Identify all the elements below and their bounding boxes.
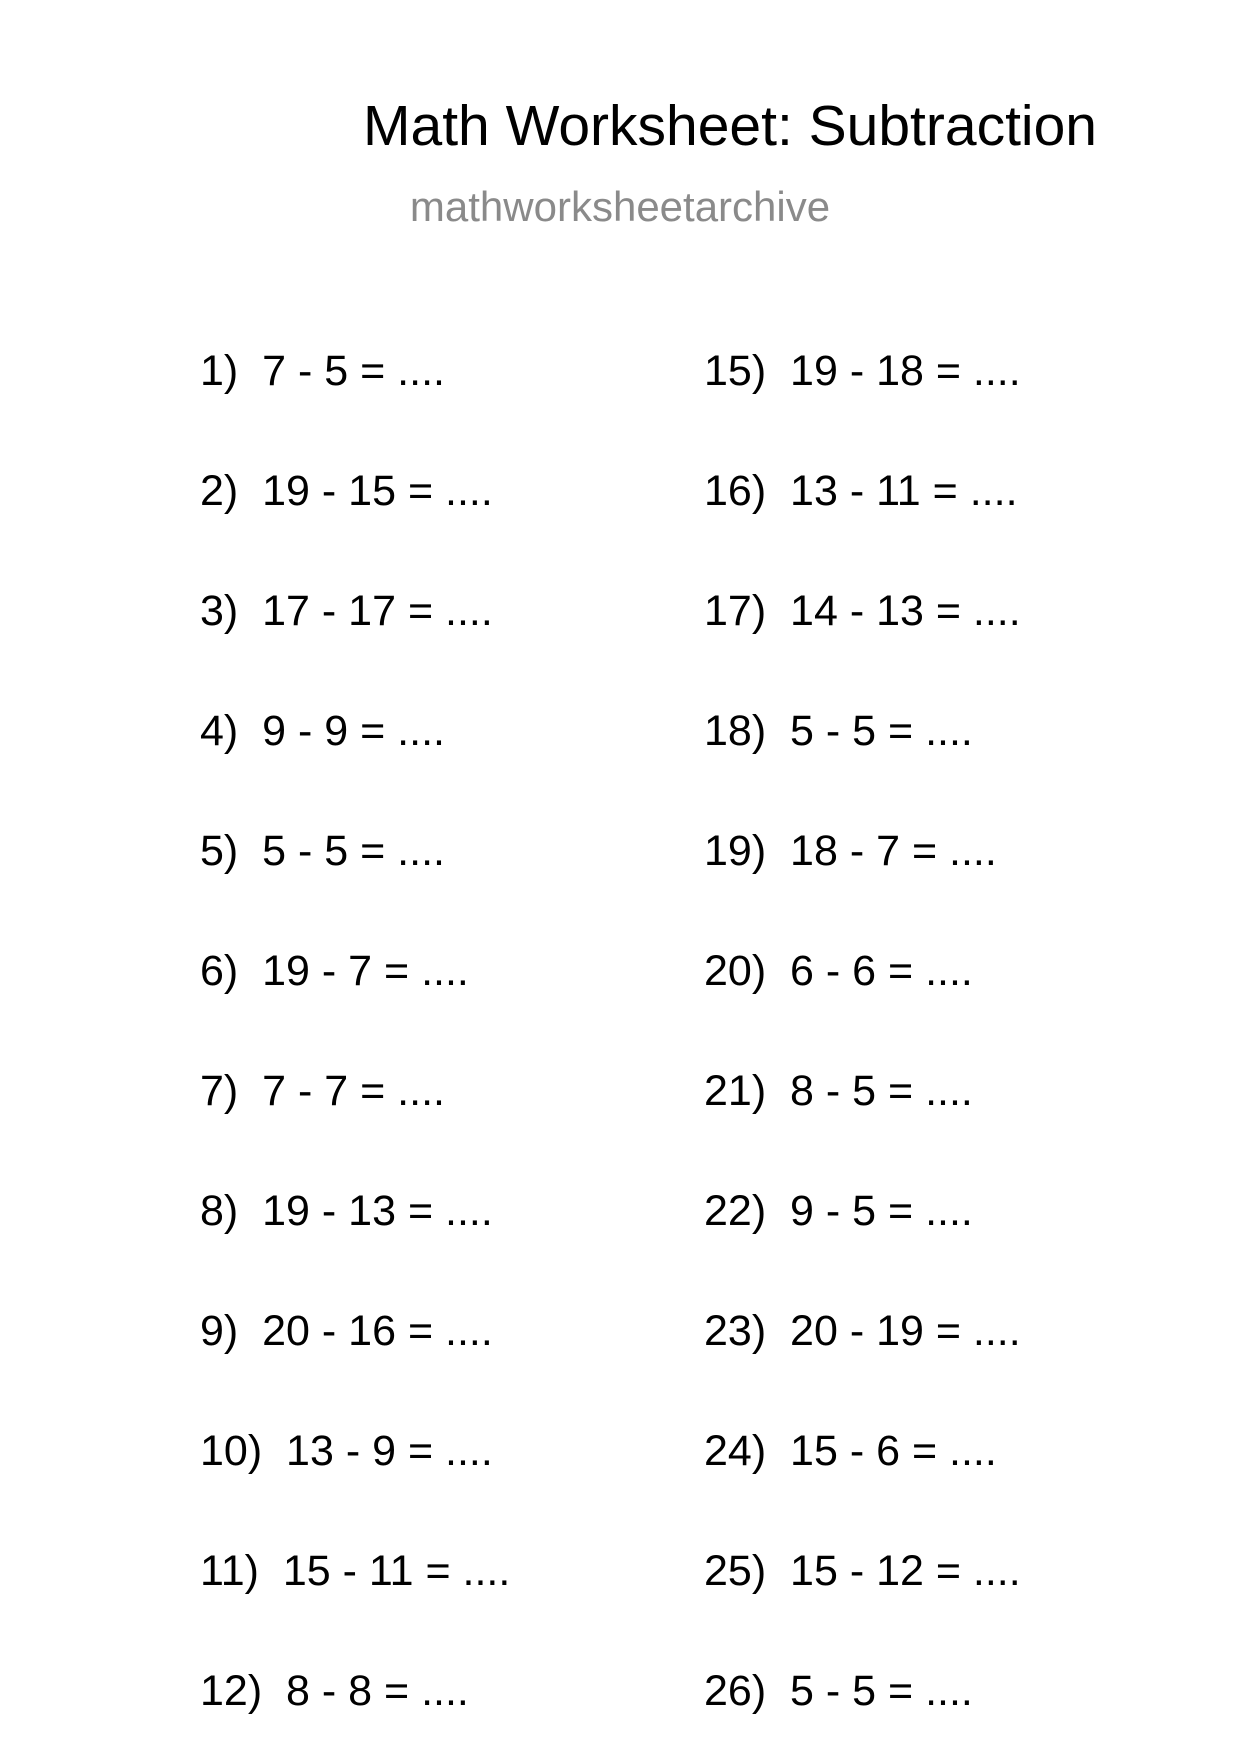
problem-item: 5) 5 - 5 = ....: [200, 827, 445, 875]
problem-item: 9) 20 - 16 = ....: [200, 1307, 493, 1355]
problem-item: 20) 6 - 6 = ....: [704, 947, 973, 995]
problem-item: 10) 13 - 9 = ....: [200, 1427, 493, 1475]
problem-item: 16) 13 - 11 = ....: [704, 467, 1018, 515]
problem-item: 19) 18 - 7 = ....: [704, 827, 997, 875]
problem-item: 12) 8 - 8 = ....: [200, 1667, 469, 1715]
problem-item: 3) 17 - 17 = ....: [200, 587, 493, 635]
worksheet-title: Math Worksheet: Subtraction: [363, 94, 1097, 158]
problem-item: 25) 15 - 12 = ....: [704, 1547, 1021, 1595]
problem-item: 11) 15 - 11 = ....: [200, 1547, 511, 1595]
problem-item: 21) 8 - 5 = ....: [704, 1067, 973, 1115]
problem-item: 7) 7 - 7 = ....: [200, 1067, 445, 1115]
problem-item: 8) 19 - 13 = ....: [200, 1187, 493, 1235]
problem-item: 22) 9 - 5 = ....: [704, 1187, 973, 1235]
problem-item: 15) 19 - 18 = ....: [704, 347, 1021, 395]
problem-item: 6) 19 - 7 = ....: [200, 947, 469, 995]
problem-item: 24) 15 - 6 = ....: [704, 1427, 997, 1475]
problem-item: 26) 5 - 5 = ....: [704, 1667, 973, 1715]
problem-item: 4) 9 - 9 = ....: [200, 707, 445, 755]
problem-item: 2) 19 - 15 = ....: [200, 467, 493, 515]
problem-item: 18) 5 - 5 = ....: [704, 707, 973, 755]
problem-item: 17) 14 - 13 = ....: [704, 587, 1021, 635]
problem-item: 1) 7 - 5 = ....: [200, 347, 445, 395]
worksheet-source: mathworksheetarchive: [409, 183, 831, 230]
problem-item: 23) 20 - 19 = ....: [704, 1307, 1021, 1355]
